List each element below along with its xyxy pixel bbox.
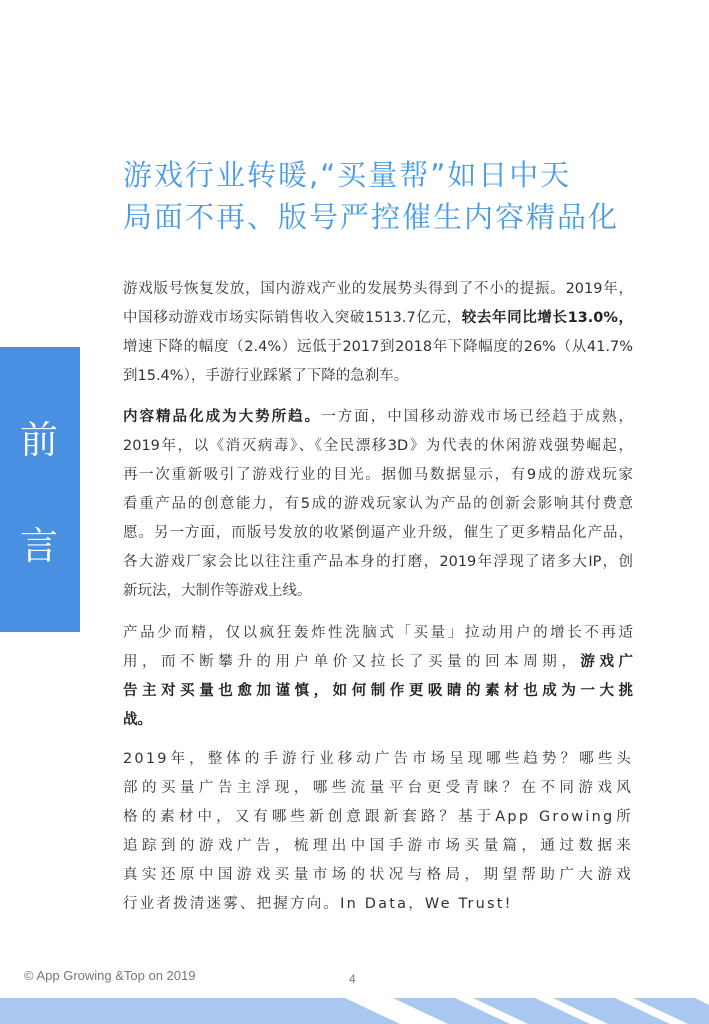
paragraph-4 — [123, 745, 633, 919]
bold-text: 游戏广 — [580, 654, 634, 670]
text-line — [123, 648, 633, 677]
text-line — [123, 519, 633, 548]
text-segment: 用，而不断攀升的用户单价又拉长了买量的回本周期， — [123, 654, 581, 670]
page-title-line-1: 游戏行业转暖,“买量帮”如日中天 — [123, 158, 572, 192]
bold-text: 内容精品化成为大势所趋。 — [123, 409, 322, 425]
text-segment: 格的素材中，又有哪些新创意跟新套路？基于App Growing所 — [123, 809, 633, 825]
text-line — [123, 803, 633, 832]
bold-text: 告主对买量也愈加谨慎，如何制作更吸睛的素材也成为一大挑 — [123, 683, 633, 699]
text-line — [123, 706, 633, 735]
text-segment: 追踪到的游戏广告，梳理出中国手游市场买量篇，通过数据来 — [123, 838, 633, 854]
text-segment: 游戏版号恢复发放，国内游戏产业的发展势头得到了不小的提振。2019年， — [123, 281, 633, 297]
text-line — [123, 461, 633, 490]
text-line — [123, 619, 633, 648]
text-segment: 一方面，中国移动游戏市场已经趋于成熟， — [321, 409, 634, 425]
text-segment: 再一次重新吸引了游戏行业的目光。据伽马数据显示，有9成的游戏玩家 — [123, 467, 633, 483]
text-segment: 产品少而精，仅以疯狂轰炸性洗脑式「买量」拉动用户的增长不再适 — [123, 625, 633, 641]
text-segment: 2019年，以《消灭病毒》、《全民漂移3D》为代表的休闲游戏强势崛起， — [123, 438, 633, 454]
text-segment: 增速下降的幅度（2.4%）远低于2017到2018年下降幅度的26%（从41.7% — [123, 339, 633, 355]
bold-text: 较去年同比增长13.0%， — [461, 310, 633, 326]
text-line — [123, 745, 633, 774]
text-line — [123, 677, 633, 706]
text-segment: 看重产品的创意能力，有5成的游戏玩家认为产品的创新会影响其付费意 — [123, 496, 633, 512]
text-line — [123, 403, 633, 432]
section-label-char: 言 — [20, 524, 59, 568]
text-line — [123, 832, 633, 861]
text-segment: 各大游戏厂家会比以往注重产品本身的打磨，2019年浮现了诸多大IP，创 — [123, 554, 633, 570]
text-line — [123, 304, 633, 333]
text-line — [123, 861, 633, 890]
paragraph-2 — [123, 403, 633, 606]
text-segment: 行业者拨清迷雾、把握方向。In Data，We Trust! — [123, 896, 513, 912]
text-segment: 真实还原中国游戏买量市场的状况与格局，期望帮助广大游戏 — [123, 867, 633, 883]
text-line — [123, 333, 633, 362]
text-segment: 愿。另一方面，而版号发放的收紧倒逼产业升级，催生了更多精品化产品， — [123, 525, 633, 541]
text-line — [123, 890, 633, 919]
text-segment: 中国移动游戏市场实际销售收入突破1513.7亿元， — [123, 310, 462, 326]
footer-copyright: © App Growing &Top on 2019 — [24, 968, 196, 983]
text-line — [123, 548, 633, 577]
paragraph-1 — [123, 275, 633, 391]
text-line — [123, 362, 633, 391]
text-line — [123, 432, 633, 461]
text-line — [123, 275, 633, 304]
text-segment: 2019年，整体的手游行业移动广告市场呈现哪些趋势？哪些头 — [123, 751, 633, 767]
text-line — [123, 490, 633, 519]
text-segment: 新玩法，大制作等游戏上线。 — [123, 583, 312, 599]
page-title-line-2: 局面不再、版号严控催生内容精品化 — [123, 200, 620, 234]
text-line — [123, 577, 633, 606]
decorative-striped-band — [0, 998, 709, 1024]
text-segment: 到15.4%），手游行业踩紧了下降的急刹车。 — [123, 368, 409, 384]
text-line — [123, 774, 633, 803]
section-label-char: 前 — [20, 418, 59, 462]
text-segment: 部的买量广告主浮现，哪些流量平台更受青睐？在不同游戏风 — [123, 780, 633, 796]
paragraph-3 — [123, 619, 633, 735]
page-number: 4 — [349, 972, 356, 986]
section-label-tab — [0, 347, 80, 632]
bold-text: 战。 — [123, 712, 152, 728]
